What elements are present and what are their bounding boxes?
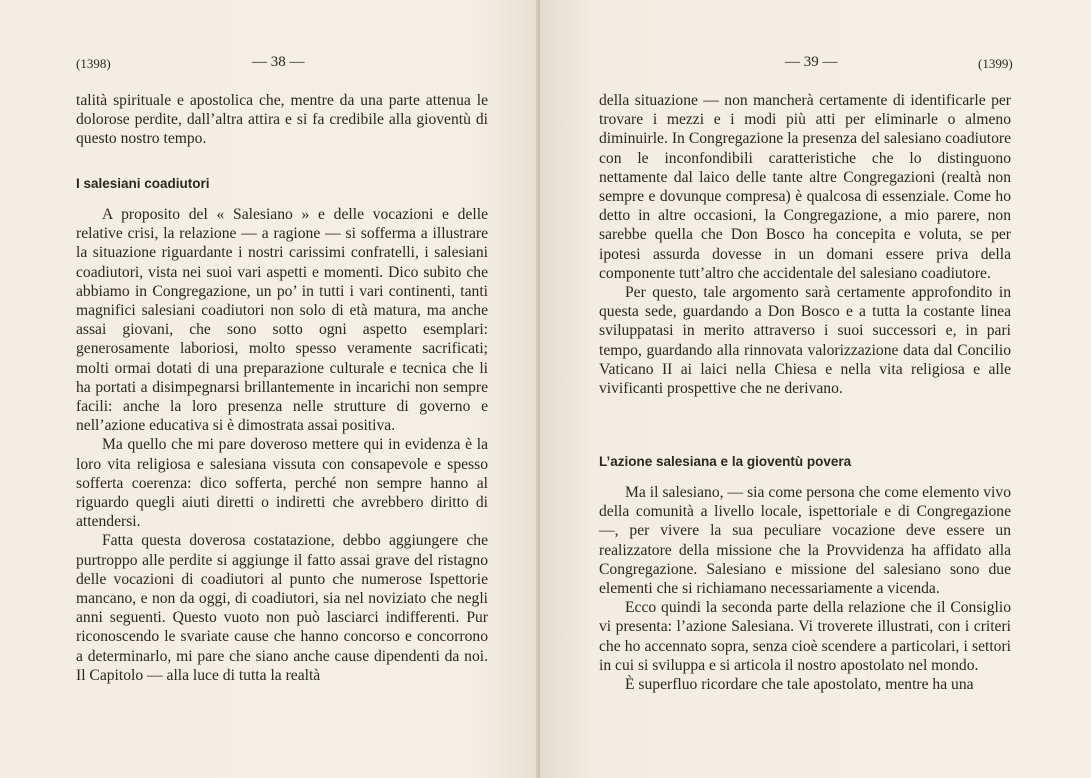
left-page xyxy=(0,0,540,778)
left-paragraph-3: Fatta questa doverosa costatazione, debbo aggiungere che purtroppo alle perdite si aggiunge il fatto assai grave del ristagno delle vocazioni di coadiutori al punto che numerose Ispettorie mancano, e non da oggi, di coadiutori, sia nel noviziato che negli anni seguenti. Questo vuoto non può lasciarci indifferenti. Pur riconoscendo le svariate cause che hanno concorso e concorrono a determinarlo, mi pare che siano anche cause dipendenti da noi. Il Capitolo — alla luce di tutta la realtà xyxy=(76,532,488,684)
left-top-paragraph xyxy=(76,91,488,149)
left-paragraph-1: A proposito del « Salesiano » e delle vocazioni e delle relative crisi, la relazione — a ragione — si sofferma a illustrare la situazione riguardante i nostri carissimi confratelli, i salesiani coadiutori, vista nei suoi vari aspetti e momenti. Dico subito che abbiamo in Congregazione, un po’ in tutti i vari continenti, tanti magnifici salesiani coadiutori non solo di età matura, ma anche assai giovani, che sono sotto ogni aspetto esemplari: generosamente laboriosi, molto spesso veramente sacrificati; molti ormai dotati di una preparazione culturale e tecnica che li ha portati a disimpegnarsi brillantemente in incarichi non sempre facili: anche la loro presenza nelle strutture di governo e nell’azione educativa si è dimostrata assai positiva. xyxy=(76,206,488,435)
right-top-text xyxy=(599,91,1011,398)
right-page xyxy=(540,0,1091,778)
left-paragraph-2: Ma quello che mi pare doveroso mettere qui in evidenza è la loro vita religiosa e salesiana vissuta con consapevole e spesso sofferta coerenza: dico sofferta, perché non sempre hanno al riguardo quegli aiuti diretti o indiretti che avrebbero diritto di attendersi. xyxy=(76,436,488,531)
right-paragraph-5: È superfluo ricordare che tale apostolato, mentre ha una xyxy=(625,676,974,694)
left-page-number: — 38 — xyxy=(252,54,305,70)
left-header-code: (1398) xyxy=(76,56,111,71)
right-paragraph-3: Ma il salesiano, — sia come persona che come elemento vivo della comunità a livello locale, ispettoriale e di Congregazione —, per vivere la sua peculiare vocazione deve essere un realizzatore della missione che la Provvidenza ha affidato alla Congregazione. Salesiano e missione del salesiano sono due elementi che si richiamano necessariamente a vicenda. xyxy=(599,484,1011,598)
right-bottom-text xyxy=(599,483,1011,694)
right-paragraph-4: Ecco quindi la seconda parte della relazione che il Consiglio vi presenta: l’azione Salesiana. Vi troverete illustrati, con i criteri che ho accennato sopra, senza cioè scendere a particolari, i settori in cui si sviluppa e si articola il nostro apostolato nel mondo. xyxy=(599,599,1011,674)
right-header-code: (1399) xyxy=(978,56,1013,71)
section-heading-azione-salesiana: L’azione salesiana e la gioventù povera xyxy=(599,454,852,469)
section-heading-coadiutori: I salesiani coadiutori xyxy=(76,176,210,191)
left-main-text xyxy=(76,205,488,685)
right-paragraph-1: della situazione — non mancherà certamente di identificarle per trovare i mezzi e i modi più atti per eliminarle o almeno diminuirle. In Congregazione la presenza del salesiano coadiutore con le inconfondibili caratteristiche che lo distinguono nettamente dal laico delle tante altre Congregazioni (realtà non sempre e dovunque compresa) è qualcosa di essenziale. Come ho detto in altre occasioni, la Congregazione, a mio parere, non sarebbe quella che Don Bosco ha concepita e voluta, se per ipotesi assurda dovesse in un domani essere priva della componente tutt’altro che accidentale del salesiano coadiutore. xyxy=(599,92,1011,282)
right-paragraph-2: Per questo, tale argomento sarà certamente approfondito in questa sede, guardando a Don Bosco e a tutta la costante linea sviluppatasi in merito attraverso i suoi successori e, in pari tempo, guardando alla rinnovata valorizzazione data dal Concilio Vaticano II ai laici nella Chiesa e nella vita religiosa e alle vivificanti prospettive che ne derivano. xyxy=(599,284,1011,398)
right-page-number: — 39 — xyxy=(785,54,838,70)
left-paragraph-continuation: talità spirituale e apostolica che, mentre da una parte attenua le dolorose perdite, dall’altra attira e si fa credibile alla gioventù di questo nostro tempo. xyxy=(76,92,488,148)
